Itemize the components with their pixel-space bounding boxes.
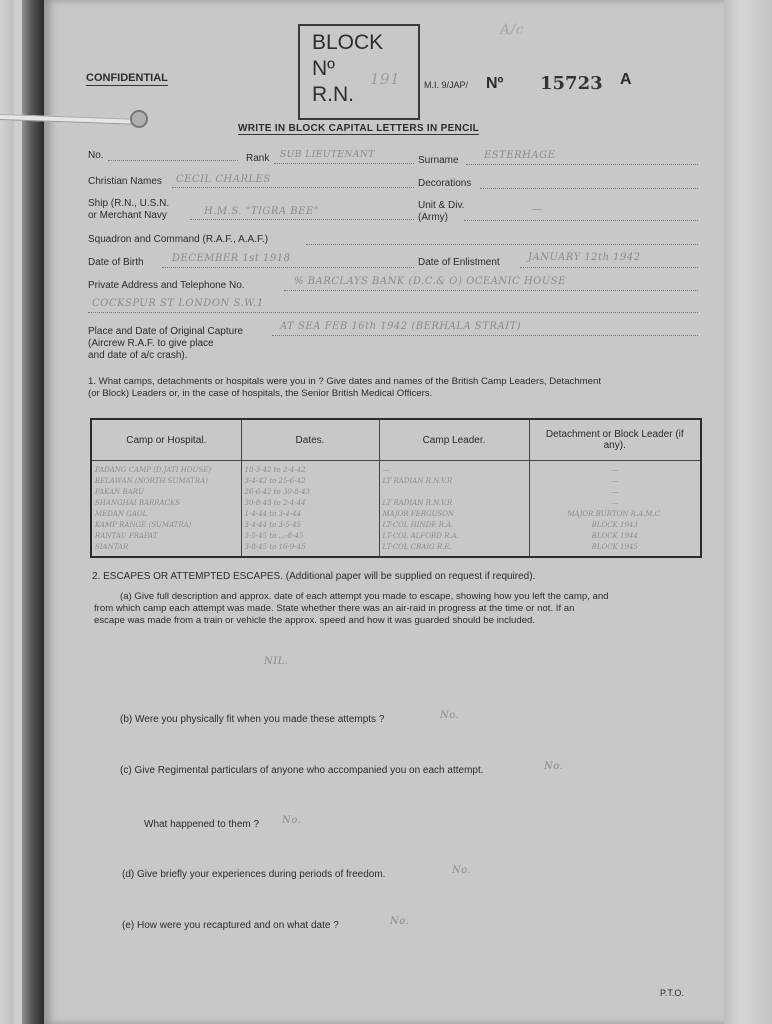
capture-line bbox=[272, 335, 698, 336]
table-row-leader: — bbox=[382, 466, 390, 474]
number-label: Nº bbox=[486, 75, 504, 92]
ship-value: H.M.S. "TIGRA BEE" bbox=[204, 206, 319, 217]
section2-a-answer: NIL. bbox=[264, 656, 289, 667]
form-number: 15723 bbox=[540, 73, 603, 94]
table-row-camp: PADANG CAMP (D.JATI HOUSE) bbox=[95, 466, 212, 474]
squadron-label: Squadron and Command (R.A.F., A.A.F.) bbox=[88, 234, 269, 245]
table-row-leader bbox=[383, 487, 526, 498]
table-row-camp: SIANTAR bbox=[95, 543, 129, 551]
table-row-dates: 26-6-42 to 30-8-43 bbox=[244, 488, 310, 496]
address-line-2 bbox=[88, 312, 698, 313]
unit-label-1: Unit & Div. bbox=[418, 200, 465, 211]
unit-label-2: (Army) bbox=[418, 212, 448, 223]
section1-question-line2: (or Block) Leaders or, in the case of hospitals, the Senior British Medical Officers. bbox=[88, 388, 433, 399]
header-dates: Dates. bbox=[241, 419, 379, 461]
christian-names-label: Christian Names bbox=[88, 176, 162, 187]
decorations-label: Decorations bbox=[418, 178, 472, 189]
table-row-dates: 18-3-42 to 2-4-42 bbox=[244, 466, 306, 474]
section2-a-line1: (a) Give full description and approx. date of each attempt you made to escape, showing how you left the camp, and bbox=[120, 591, 609, 602]
dates-column bbox=[241, 461, 379, 558]
christian-names-line bbox=[172, 187, 414, 188]
stamp-line-1: BLOCK bbox=[312, 31, 384, 54]
unit-line bbox=[464, 220, 698, 221]
detachment-column bbox=[529, 461, 701, 558]
answer-c: No. bbox=[544, 761, 564, 772]
form-suffix: A bbox=[620, 71, 632, 88]
rank-label: Rank bbox=[246, 153, 270, 164]
table-row-detachment: — bbox=[611, 477, 619, 485]
table-row-camp: SHANGHAI BARRACKS bbox=[95, 499, 180, 507]
table-row-camp: BELAWAN (NORTH SUMATRA) bbox=[95, 477, 208, 485]
address-value-1: % BARCLAYS BANK (D.C.& O) OCEANIC HOUSE bbox=[294, 276, 566, 287]
dob-label: Date of Birth bbox=[88, 257, 144, 268]
rank-line bbox=[274, 163, 414, 164]
enlistment-line bbox=[520, 267, 698, 268]
no-label: No. bbox=[88, 150, 104, 161]
table-row-leader: LT-COL HINDE R.A. bbox=[382, 521, 454, 529]
stamp-line-3: R.N. bbox=[312, 83, 354, 106]
table-row-dates: 3-4-42 to 25-6-42 bbox=[244, 477, 306, 485]
binder-strip bbox=[14, 0, 22, 1024]
confidential-label: CONFIDENTIAL bbox=[86, 72, 168, 84]
camps-table bbox=[90, 418, 702, 558]
section2-a-line3: escape was made from a train or vehicle the approx. speed and how it was guarded should be included. bbox=[94, 615, 536, 626]
dob-value: DECEMBER 1st 1918 bbox=[172, 253, 291, 264]
unit-value: — bbox=[532, 204, 543, 215]
christian-names-value: CECIL CHARLES bbox=[176, 174, 271, 185]
table-row-camp: MEDAN GAOL bbox=[95, 510, 148, 518]
capture-label-3: and date of a/c crash). bbox=[88, 350, 188, 361]
table-row-detachment: MAJOR BURTON R.A.M.C. bbox=[567, 510, 663, 518]
table-row-dates: 3-5-45 to ...-8-45 bbox=[244, 532, 304, 540]
table-row-camp: RANTAU PRAPAT bbox=[95, 532, 158, 540]
form-reference: M.I. 9/JAP/ bbox=[424, 80, 469, 90]
decorations-line bbox=[480, 188, 698, 189]
answer-c2: No. bbox=[282, 815, 302, 826]
question-c2: What happened to them ? bbox=[144, 819, 260, 830]
capture-label-1: Place and Date of Original Capture bbox=[88, 326, 244, 337]
capture-value: AT SEA FEB 16th 1942 (BERHALA STRAIT) bbox=[280, 321, 522, 332]
table-row-detachment: — bbox=[611, 466, 619, 474]
binding-eyelet bbox=[130, 110, 148, 128]
enlistment-value: JANUARY 12th 1942 bbox=[528, 252, 641, 263]
header-detachment: Detachment or Block Leader (if any). bbox=[529, 419, 701, 461]
camps-table-header bbox=[91, 419, 701, 461]
section2-a-line2: from which camp each attempt was made. State whether there was an air-raid in progress at the time or not. If an bbox=[94, 603, 575, 614]
squadron-line bbox=[306, 244, 698, 245]
answer-d: No. bbox=[452, 865, 472, 876]
instruction-heading: WRITE IN BLOCK CAPITAL LETTERS IN PENCIL bbox=[238, 123, 480, 134]
margin-annotation: A/c bbox=[500, 22, 525, 38]
address-line-1 bbox=[284, 290, 698, 291]
handwritten-ref-number: 191 bbox=[370, 70, 401, 88]
table-row-detachment: BLOCK 1944 bbox=[591, 532, 638, 540]
table-row-detachment: BLOCK 1945 bbox=[591, 543, 638, 551]
section2-title: 2. ESCAPES OR ATTEMPTED ESCAPES. (Additional paper will be supplied on request if required). bbox=[92, 571, 536, 582]
rank-value: SUB LIEUTENANT bbox=[280, 150, 375, 160]
question-b: (b) Were you physically fit when you made these attempts ? bbox=[120, 714, 385, 725]
question-e: (e) How were you recaptured and on what date ? bbox=[122, 920, 339, 931]
ship-line bbox=[190, 219, 414, 220]
address-label: Private Address and Telephone No. bbox=[88, 280, 245, 291]
table-row-dates: 3-8-45 to 16-9-45 bbox=[244, 543, 306, 551]
section1-question-line1: 1. What camps, detachments or hospitals were you in ? Give dates and names of the British Camp Leaders, Detachment bbox=[88, 376, 601, 387]
stamp-line-2: Nº bbox=[312, 57, 335, 80]
table-row-leader: MAJOR FERGUSON bbox=[382, 510, 455, 518]
table-row-leader: LT RADIAN R.N.V.R bbox=[382, 499, 453, 507]
table-row-camp: PAKAN BARU bbox=[95, 488, 144, 496]
table-row-camp: KAMP RANGE (SUMATRA) bbox=[95, 521, 192, 529]
answer-e: No. bbox=[390, 916, 410, 927]
no-line bbox=[108, 160, 238, 161]
camps-table-body bbox=[91, 461, 701, 558]
table-row-detachment: BLOCK 1943 bbox=[591, 521, 638, 529]
camp-column bbox=[91, 461, 241, 558]
binder-spine bbox=[0, 0, 44, 1024]
ship-label-2: or Merchant Navy bbox=[88, 210, 167, 221]
block-stamp bbox=[298, 24, 420, 120]
surname-line bbox=[466, 164, 698, 165]
table-row-leader: LT-COL ALFORD R.A. bbox=[382, 532, 459, 540]
form-page bbox=[44, 0, 724, 1024]
leader-column bbox=[379, 461, 529, 558]
address-value-2: COCKSPUR ST LONDON S.W.1 bbox=[92, 298, 264, 309]
table-row-detachment: — bbox=[611, 499, 619, 507]
table-row-detachment: — bbox=[611, 488, 619, 496]
surname-label: Surname bbox=[418, 155, 459, 166]
enlistment-label: Date of Enlistment bbox=[418, 257, 500, 268]
table-row-dates: 3-4-44 to 3-5-45 bbox=[244, 521, 302, 529]
surname-value: ESTERHAGE bbox=[484, 150, 556, 161]
table-row-leader: LT RADIAN R.N.V.R bbox=[382, 477, 453, 485]
table-row-dates: 1-4-44 to 3-4-44 bbox=[244, 510, 302, 518]
answer-b: No. bbox=[440, 710, 460, 721]
question-d: (d) Give briefly your experiences during periods of freedom. bbox=[122, 869, 386, 880]
question-c: (c) Give Regimental particulars of anyone who accompanied you on each attempt. bbox=[120, 765, 484, 776]
header-camp: Camp or Hospital. bbox=[91, 419, 241, 461]
header-camp-leader: Camp Leader. bbox=[379, 419, 529, 461]
ship-label-1: Ship (R.N., U.S.N. bbox=[88, 198, 170, 209]
please-turn-over: P.T.O. bbox=[660, 988, 684, 998]
dob-line bbox=[162, 267, 414, 268]
capture-label-2: (Aircrew R.A.F. to give place bbox=[88, 338, 214, 349]
table-row-dates: 30-8-43 to 2-4-44 bbox=[244, 499, 306, 507]
table-row-leader: LT-COL CRAIG R.E. bbox=[382, 543, 452, 551]
stacked-pages-edge bbox=[720, 0, 772, 1024]
